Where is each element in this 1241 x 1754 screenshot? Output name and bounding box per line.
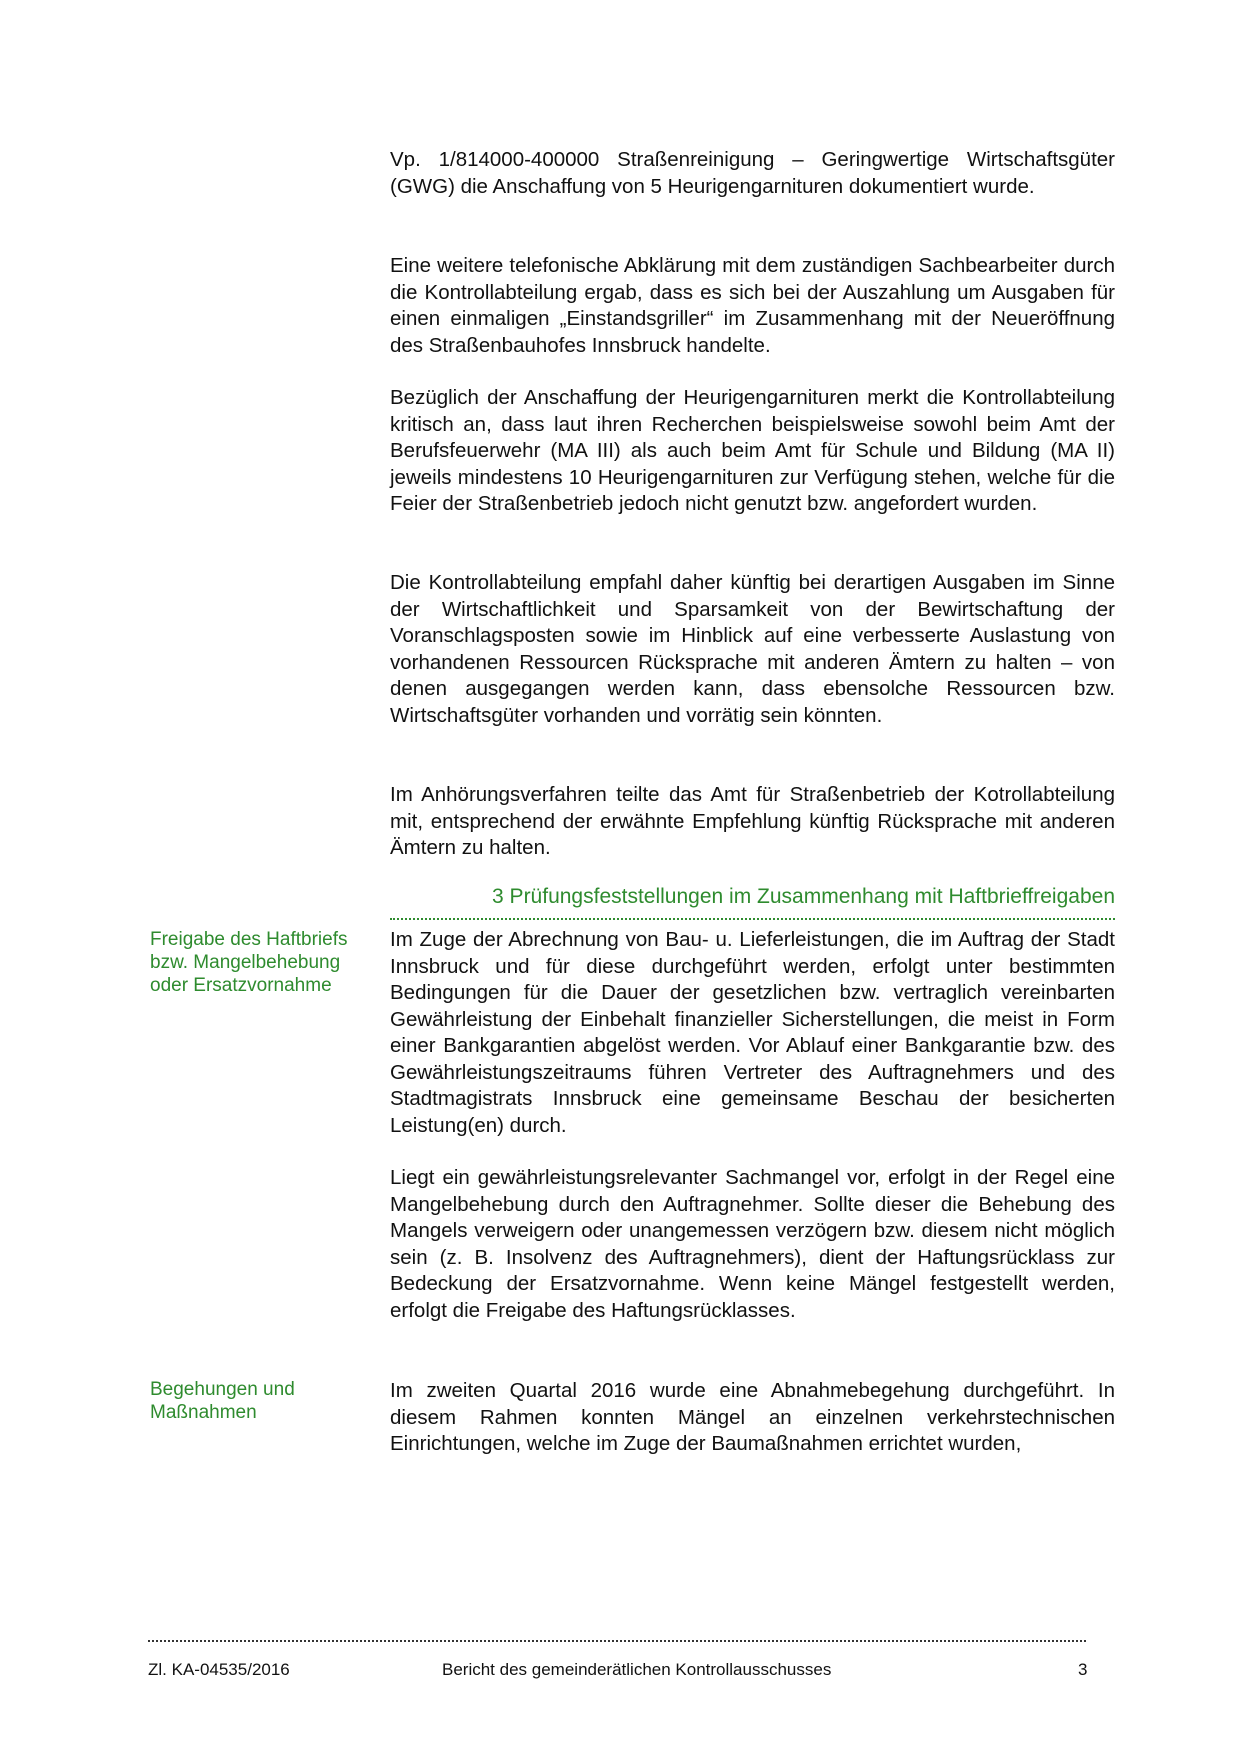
paragraph-text: Im zweiten Quartal 2016 wurde eine Abnahmebegehung durchgeführt. In diesem Rahmen konnten Mängel an einzelnen verkehrstechnischen Einrichtungen, welche im Zuge der Baumaßnahmen errichtet wurden,: [390, 1379, 1115, 1455]
section-paragraph-1: [390, 927, 1115, 1139]
body-paragraph-1: [390, 147, 1115, 200]
body-paragraph-3: [390, 385, 1115, 518]
paragraph-text: Die Kontrollabteilung empfahl daher künftig bei derartigen Ausgaben im Sinne der Wirtschaftlichkeit und Sparsamkeit von der Bewirtschaftung der Voranschlagsposten sowie im Hinblick auf eine verbesserte Auslastung von vorhandenen Ressourcen Rücksprache mit anderen Ämtern zu halten – von denen ausgegangen werden kann, dass ebensolche Ressourcen bzw. Wirtschaftsgüter vorhanden und vorrätig sein könnten.: [390, 571, 1115, 727]
footer-reference: Zl. KA-04535/2016: [148, 1660, 290, 1679]
section-heading-text: 3 Prüfungsfeststellungen im Zusammenhang mit Haftbrieffreigaben: [492, 885, 1115, 908]
footer-divider: [148, 1640, 1086, 1642]
section-heading: [390, 880, 1115, 920]
paragraph-text: Eine weitere telefonische Abklärung mit dem zuständigen Sachbearbeiter durch die Kontrollabteilung ergab, dass es sich bei der Auszahlung um Ausgaben für einen einmaligen „Einstandsgriller“ im Zusammenhang mit der Neueröffnung des Straßenbauhofes Innsbruck handelte.: [390, 254, 1115, 357]
side-note-haftbrief: Freigabe des Haftbriefs bzw. Mangelbehebung oder Ersatzvornahme: [150, 929, 348, 996]
footer-title: Bericht des gemeinderätlichen Kontrollausschusses: [442, 1660, 832, 1679]
paragraph-text: Vp. 1/814000-400000 Straßenreinigung – Geringwertige Wirtschaftsgüter (GWG) die Anschaffung von 5 Heurigengarnituren dokumentiert wurde.: [390, 148, 1115, 198]
paragraph-text: Im Zuge der Abrechnung von Bau- u. Lieferleistungen, die im Auftrag der Stadt Innsbruck und für diese durchgeführt werden, erfolgt unter bestimmten Bedingungen für die Dauer der gesetzlichen bzw. vertraglich vereinbarten Gewährleistung der Einbehalt finanzieller Sicherstellungen, die meist in Form einer Bankgarantien abgelöst werden. Vor Ablauf einer Bankgarantie bzw. des Gewährleistungszeitraums führen Vertreter des Auftragnehmers und des Stadtmagistrats Innsbruck eine gemeinsame Beschau der besicherten Leistung(en) durch.: [390, 928, 1115, 1137]
body-paragraph-5: [390, 782, 1115, 862]
paragraph-text: Im Anhörungsverfahren teilte das Amt für Straßenbetrieb der Kotrollabteilung mit, entsprechend der erwähnte Empfehlung künftig Rücksprache mit anderen Ämtern zu halten.: [390, 783, 1115, 859]
section-paragraph-2: [390, 1165, 1115, 1324]
paragraph-text: Liegt ein gewährleistungsrelevanter Sachmangel vor, erfolgt in der Regel eine Mangelbehebung durch den Auftragnehmer. Sollte dieser die Behebung des Mangels verweigern oder unangemessen verzögern bzw. diesem nicht möglich sein (z. B. Insolvenz des Auftragnehmers), dient der Haftungsrücklass zur Bedeckung der Ersatzvornahme. Wenn keine Mängel festgestellt werden, erfolgt die Freigabe des Haftungsrücklasses.: [390, 1166, 1115, 1322]
body-paragraph-4: [390, 570, 1115, 729]
side-note-begehungen: Begehungen und Maßnahmen: [150, 1379, 295, 1423]
section-paragraph-3: [390, 1378, 1115, 1458]
paragraph-text: Bezüglich der Anschaffung der Heurigengarnituren merkt die Kontrollabteilung kritisch an, dass laut ihren Recherchen beispielsweise sowohl beim Amt der Berufsfeuerwehr (MA III) als auch beim Amt für Schule und Bildung (MA II) jeweils mindestens 10 Heurigengarnituren zur Verfügung stehen, welche für die Feier der Straßenbetrieb jedoch nicht genutzt bzw. angefordert wurden.: [390, 386, 1115, 515]
body-paragraph-2: [390, 253, 1115, 359]
page-number: 3: [1078, 1660, 1088, 1679]
